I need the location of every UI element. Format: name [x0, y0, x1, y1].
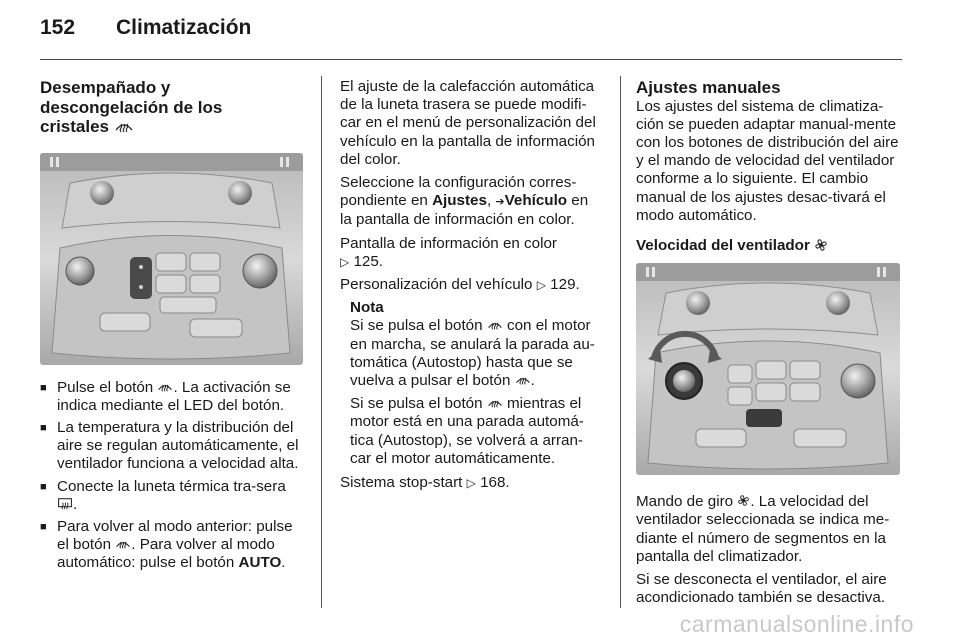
climate-control-photo-1	[40, 153, 303, 365]
defrost-windshield-icon	[157, 380, 173, 393]
paragraph: Mando de giro . La velocidad del ventilador seleccionada se indica me-diante el número de segmentos en la pantalla del climatizador.	[636, 493, 890, 565]
defrost-windshield-icon	[114, 118, 134, 134]
section-heading-manual: Ajustes manuales	[636, 78, 781, 97]
bullet-item: ■ Para volver al modo anterior: pulse el botón . Para volver al modo automático: pulse el botón AUTO.	[40, 518, 304, 573]
defrost-windshield-icon	[515, 373, 531, 386]
column-1	[40, 78, 304, 577]
fan-icon	[814, 238, 828, 252]
subsection-heading-fan: Velocidad del ventilador	[636, 237, 902, 255]
arrow-icon: ➔	[495, 196, 505, 209]
note-block	[340, 299, 604, 468]
header-rule	[40, 59, 902, 60]
reference-arrow-icon: ▷	[466, 476, 476, 491]
note-paragraph: Si se pulsa el botón mientras el motor está en una parada automá-tica (Autostop), se volverá a arran-car el motor automáticamente.	[350, 395, 584, 467]
reference-arrow-icon: ▷	[340, 254, 350, 269]
column-3	[636, 78, 902, 612]
cross-reference: Personalización del vehículo ▷ 129.	[340, 276, 580, 294]
paragraph: Si se desconecta el ventilador, el aire acondicionado también se desactiva.	[636, 570, 887, 607]
bullet-item: ■ La temperatura y la distribución del aire se regulan automáticamente, el ventilador funciona a velocidad alta.	[40, 419, 304, 474]
page-header	[40, 16, 251, 50]
bullet-item: ■ Conecte la luneta térmica tra-sera .	[40, 478, 304, 514]
rear-defrost-icon	[57, 497, 73, 510]
column-divider-2	[620, 76, 621, 608]
defrost-windshield-icon	[487, 318, 503, 331]
bullet-item: ■ Pulse el botón . La activación se indica mediante el LED del botón.	[40, 379, 304, 415]
defrost-windshield-icon	[115, 537, 131, 550]
cross-reference: Sistema stop-start ▷ 168.	[340, 474, 510, 492]
cross-reference: Pantalla de información en color ▷ 125.	[340, 234, 557, 270]
paragraph: El ajuste de la calefacción automática de la luneta trasera se puede modifi-car en el menú de personalización del vehículo en la pantalla de información del color.	[340, 78, 596, 168]
defrost-windshield-icon	[487, 396, 503, 409]
menu-path-ajustes: Ajustes	[432, 192, 487, 210]
column-divider-1	[321, 76, 322, 608]
section-heading-defrost: Desempañado y descongelación de los cristales	[40, 78, 223, 136]
watermark: carmanualsonline.info	[679, 611, 914, 637]
page-number: 152	[40, 16, 76, 39]
reference-arrow-icon: ▷	[536, 278, 546, 293]
menu-path-vehiculo: Vehículo	[504, 192, 568, 210]
fan-icon	[737, 494, 750, 507]
chapter-title: Climatización	[116, 16, 252, 39]
note-paragraph: Si se pulsa el botón con el motor en marcha, se anulará la parada au-tomática (Autostop) hasta que se vuelva a pulsar el botón .	[350, 317, 595, 390]
note-title: Nota	[350, 299, 384, 317]
column-2	[340, 78, 604, 497]
paragraph: Los ajustes del sistema de climatiza-ción se pueden adaptar manual-mente con los botones de distribución del aire y el mando de velocidad del ventilador conforme a lo siguiente. El cambio manual de los ajustes desac-tivará el modo automático.	[636, 97, 899, 224]
climate-control-photo-2	[636, 263, 900, 475]
paragraph: Seleccione la configuración corres-pondiente en Ajustes, ➔Vehículo en la pantalla de información en color.	[340, 174, 589, 229]
